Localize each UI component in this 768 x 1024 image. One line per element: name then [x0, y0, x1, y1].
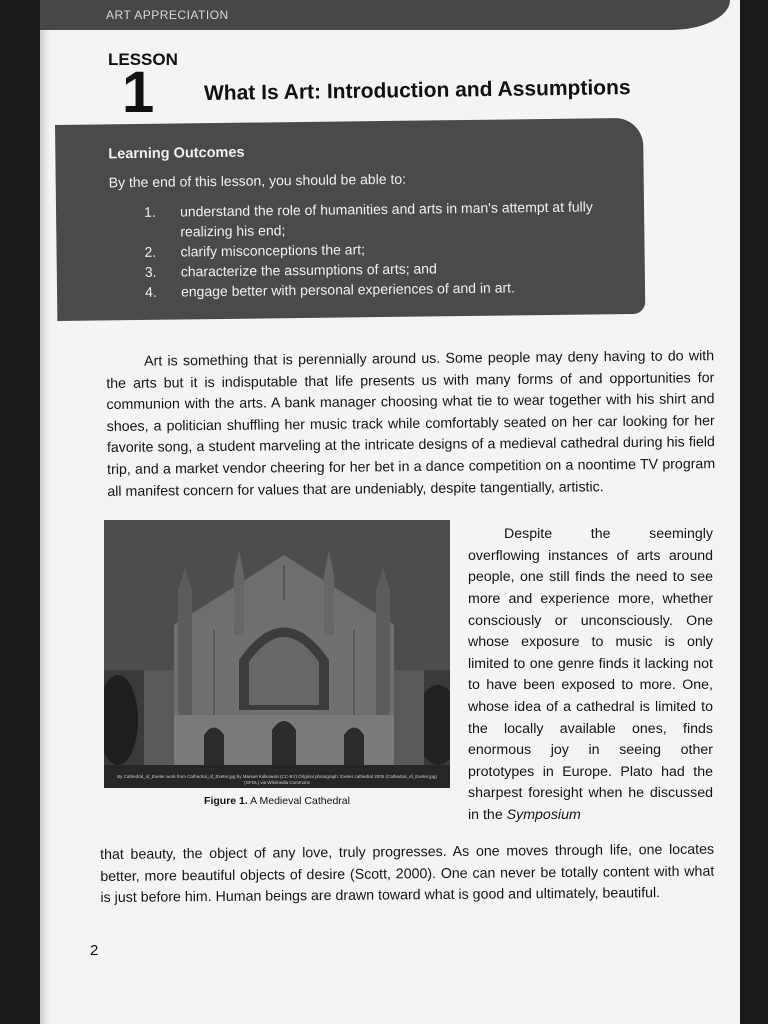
symposium-title: Symposium [506, 806, 581, 823]
body-paragraph-3: that beauty, the object of any love, truly progresses. As one moves through life, one locates better, more beautiful objects of desire (Scott, 2000). One can never be totally content with what is just before him. Human beings are drawn toward what is good and ultimately, beautiful. [100, 841, 715, 907]
outcome-number: 1. [143, 203, 156, 220]
lesson-title: What Is Art: Introduction and Assumptions [203, 76, 631, 105]
outcome-number: 3. [144, 263, 157, 280]
learning-outcomes-box [55, 118, 645, 321]
figure-caption-text: A Medieval Cathedral [250, 795, 350, 807]
outcome-text: understand the role of humanities and arts in man's attempt at fully realizing his end; [179, 198, 593, 240]
outcome-number: 2. [144, 243, 157, 260]
outcome-number: 4. [144, 283, 157, 300]
learning-outcomes-heading: Learning Outcomes [108, 144, 245, 163]
section-label: ART APPRECIATION [106, 8, 229, 22]
cathedral-illustration [104, 520, 450, 788]
figure-caption [104, 795, 450, 807]
spine-shadow [40, 0, 50, 1024]
learning-outcomes-intro: By the end of this lesson, you should be able to: [108, 170, 407, 191]
body-paragraph-2-text: Despite the seemingly overflowing instances of arts around people, one still finds the need to see more and experience more, whether consciously or unconsciously. One whose exposure to music is only limited to one genre finds it lacking not to have been exposed to more. One, whose idea of a cathedral is limited to the locally available ones, finds enormous joy in seeing other prototypes in Europe. Plato had the sharpest foresight when he discussed in the [468, 526, 713, 823]
cathedral-photo [104, 520, 450, 788]
outcome-item [144, 196, 630, 242]
learning-outcomes-list [144, 196, 631, 302]
body-paragraph-1: Art is something that is perennially around us. Some people may deny having to do with the arts but it is indisputable that life presents us with many forms of and opportunities for communion with the arts. A bank manager choosing what tie to wear together with his shirt and shoes, a politician shuffling her music track while comfortably seated on her car looking for her favorite song, a student marveling at the intricate designs of a medieval cathedral during his field trip, and a market vendor cheering for her bet in a dance competition on a noontime TV program all manifest concern for values that are undeniably, despite tangentially, artistic. [106, 348, 716, 500]
outcome-text: engage better with personal experiences of and in art. [180, 279, 516, 300]
lesson-number: 1 [122, 60, 155, 125]
body-paragraph-2 [468, 524, 713, 826]
figure-caption-label: Figure 1. [204, 795, 248, 807]
lesson-label: LESSON [108, 50, 178, 69]
page-number: 2 [90, 942, 99, 959]
photo-credit: By Cathedral_of_Exeter work from Cathedral_of_Exeter.jpg by Manuel Kalkowski (CC-BY) Original photograph: Exeter cathedral 2005 (Cathedral_of_Exeter.jpg) (GFDL) via Wikimedia Commons [117, 774, 437, 785]
book-page [40, 0, 740, 1024]
header-band [40, 0, 730, 30]
outcome-text: characterize the assumptions of arts; and [180, 260, 437, 280]
outcome-text: clarify misconceptions the art; [180, 241, 366, 260]
